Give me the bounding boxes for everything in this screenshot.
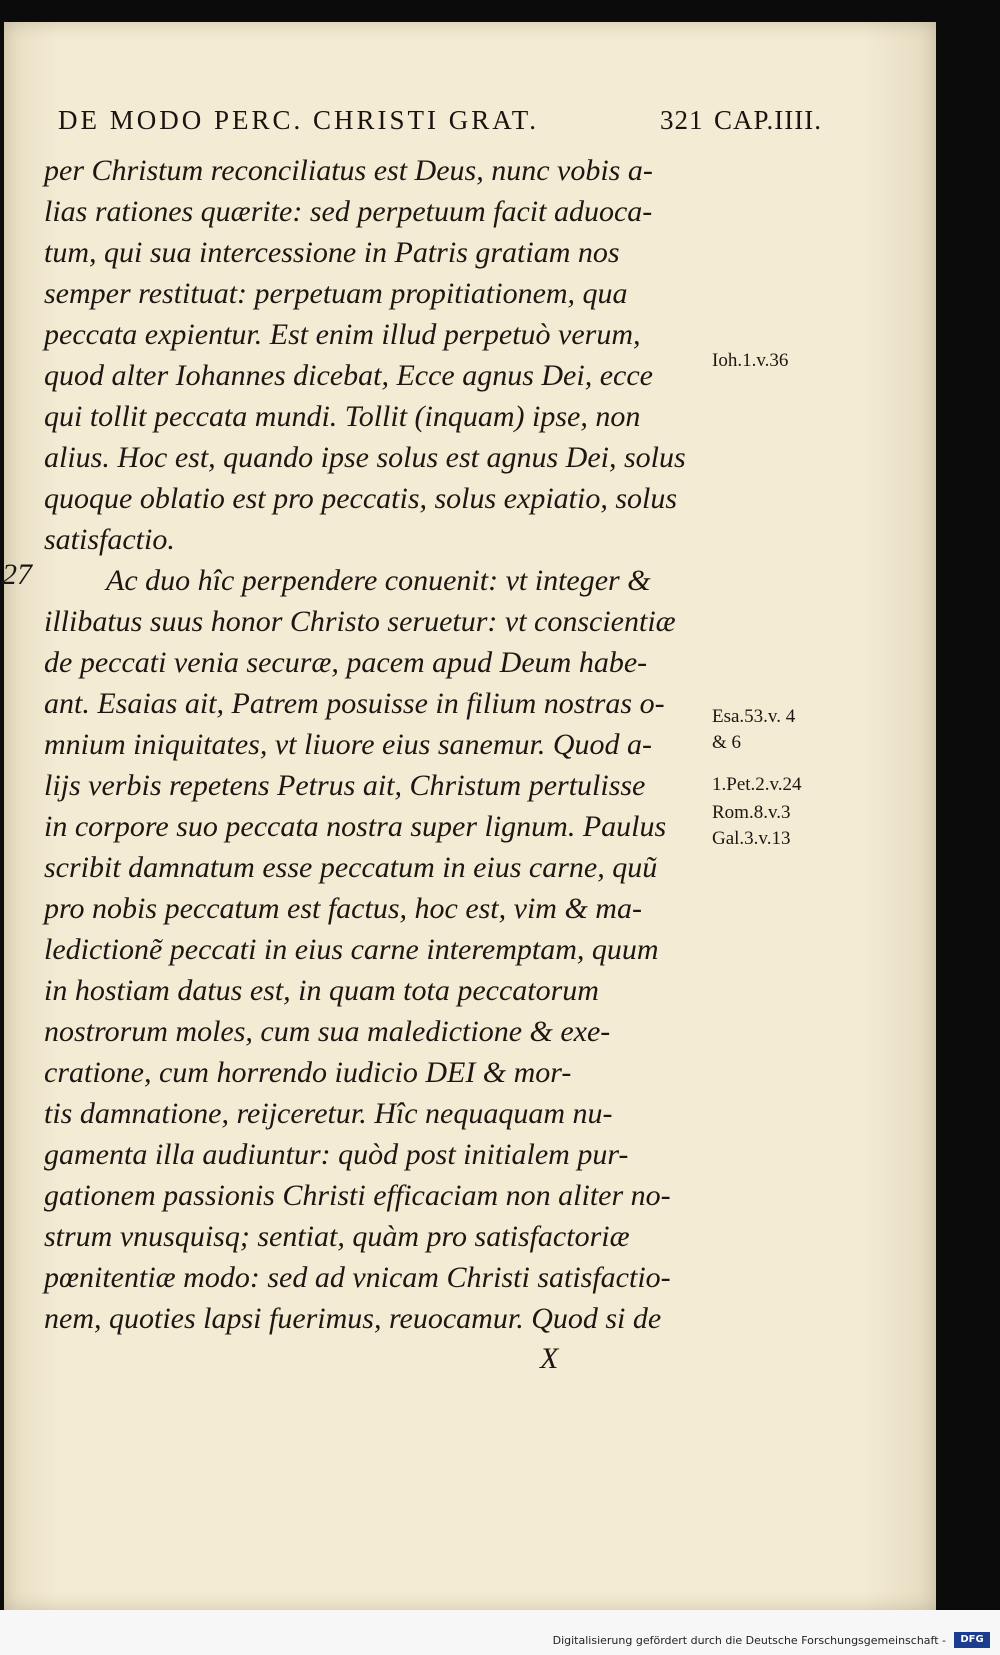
paragraph-number: 27	[2, 558, 32, 591]
margin-note-ioh: Ioh.1.v.36	[712, 350, 789, 371]
text-line: lias rationes quærite: sed perpetuum facit aduoca-	[44, 195, 653, 228]
text-line: in hostiam datus est, in quam tota peccatorum	[44, 974, 599, 1007]
text-line: nostrorum moles, cum sua maledictione & exe-	[44, 1015, 611, 1048]
text-line: mnium iniquitates, vt liuore eius sanemur. Quod a-	[44, 728, 653, 761]
margin-note-pet: 1.Pet.2.v.24	[712, 774, 802, 795]
margin-note-esa: Esa.53.v. 4	[712, 706, 796, 727]
footer-credit: Digitalisierung gefördert durch die Deutsche Forschungsgemeinschaft -	[552, 1634, 946, 1647]
text-line: peccata expientur. Est enim illud perpetuò verum,	[44, 318, 641, 351]
text-line: quod alter Iohannes dicebat, Ecce agnus Dei, ecce	[44, 359, 653, 392]
dfg-logo-icon: DFG	[954, 1632, 990, 1648]
running-head	[58, 105, 848, 145]
text-line: quoque oblatio est pro peccatis, solus expiatio, solus	[44, 482, 678, 515]
text-line: semper restituat: perpetuam propitiationem, qua	[44, 277, 628, 310]
margin-note-rom: Rom.8.v.3	[712, 802, 791, 823]
text-line: scribit damnatum esse peccatum in eius carne, quũ	[44, 851, 658, 884]
margin-note-gal: Gal.3.v.13	[712, 828, 791, 849]
text-line: de peccati venia securæ, pacem apud Deum habe-	[44, 646, 648, 679]
text-line: pro nobis peccatum est factus, hoc est, vim & ma-	[44, 892, 642, 925]
text-line: gamenta illa audiuntur: quòd post initialem pur-	[44, 1138, 629, 1171]
text-line: illibatus suus honor Christo seruetur: vt conscientiæ	[44, 605, 676, 638]
text-line: in corpore suo peccata nostra super lignum. Paulus	[44, 810, 667, 843]
page-number: 321	[660, 105, 704, 135]
text-line: cratione, cum horrendo iudicio DEI & mor-	[44, 1056, 572, 1089]
text-line: per Christum reconciliatus est Deus, nunc vobis a-	[44, 154, 653, 187]
text-line: alius. Hoc est, quando ipse solus est agnus Dei, solus	[44, 441, 686, 474]
body-text	[44, 150, 712, 1339]
text-line: ledictionẽ peccati in eius carne interemptam, quum	[44, 933, 659, 966]
text-line: ant. Esaias ait, Patrem posuisse in filium nostras o-	[44, 687, 665, 720]
catchword: X	[540, 1342, 559, 1375]
text-line: qui tollit peccata mundi. Tollit (inquam) ipse, non	[44, 400, 641, 433]
text-line: nem, quoties lapsi fuerimus, reuocamur. Quod si de	[44, 1302, 662, 1335]
text-line: gationem passionis Christi efficaciam non aliter no-	[44, 1179, 671, 1212]
text-line: lijs verbis repetens Petrus ait, Christum pertulisse	[44, 769, 646, 802]
text-line: Ac duo hîc perpendere conuenit: vt integer &	[106, 564, 651, 597]
margin-note-esa-cont: & 6	[712, 732, 742, 753]
text-line: tum, qui sua intercessione in Patris gratiam nos	[44, 236, 620, 269]
footer-strip	[0, 1610, 1000, 1655]
text-line: satisfactio.	[44, 523, 175, 556]
text-line: pœnitentiæ modo: sed ad vnicam Christi satisfactio-	[44, 1261, 671, 1294]
text-line: strum vnusquisq; sentiat, quàm pro satisfactoriæ	[44, 1220, 630, 1253]
chapter-label: CAP.IIII.	[714, 105, 822, 135]
running-head-title: DE MODO PERC. CHRISTI GRAT.	[58, 105, 540, 135]
text-line: tis damnatione, reijceretur. Hîc nequaquam nu-	[44, 1097, 613, 1130]
